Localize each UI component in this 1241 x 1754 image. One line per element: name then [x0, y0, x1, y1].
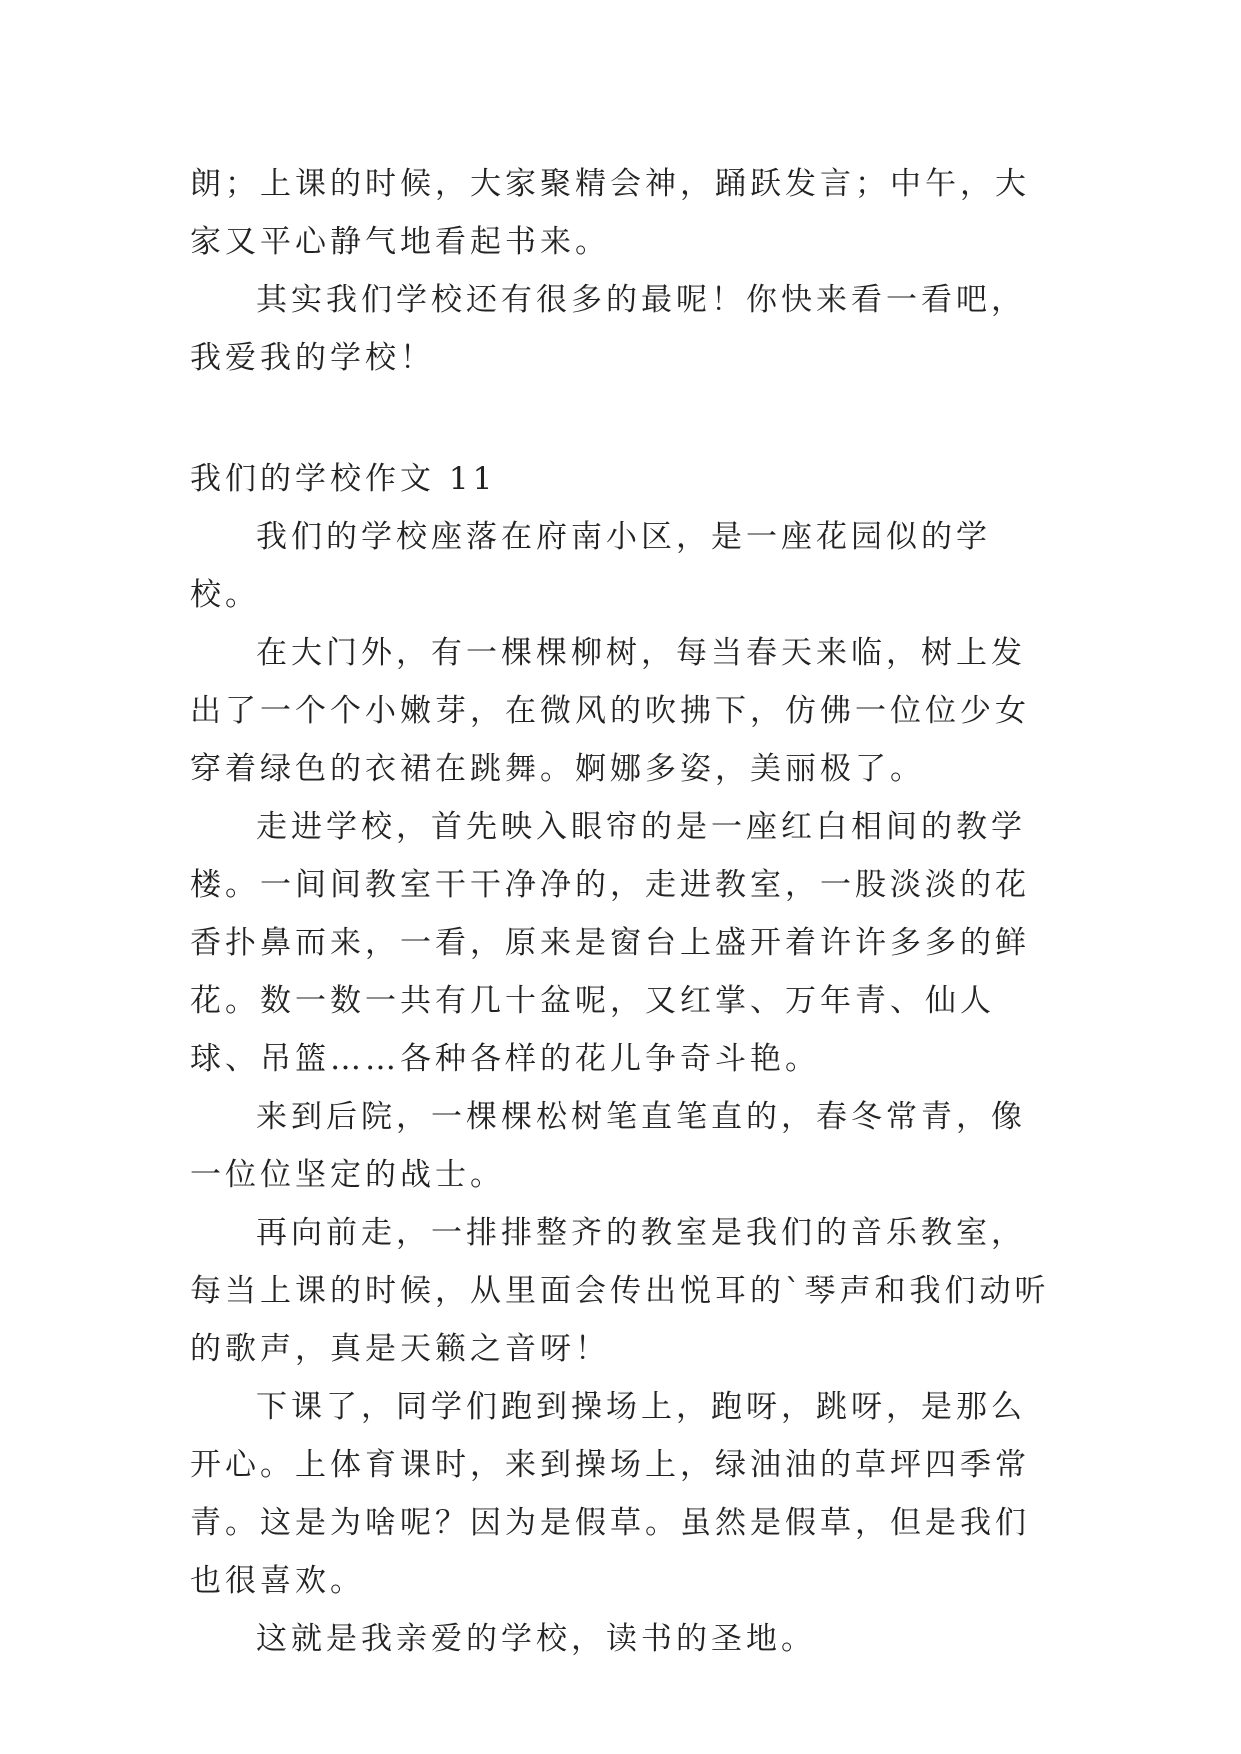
- paragraph: 下课了，同学们跑到操场上，跑呀，跳呀，是那么开心。上体育课时，来到操场上，绿油油的草坪四季常青。这是为啥呢？因为是假草。虽然是假草，但是我们也很喜欢。: [190, 1389, 1030, 1599]
- paragraph: 来到后院，一棵棵松树笔直笔直的，春冬常青，像一位位坚定的战士。: [190, 1099, 1026, 1193]
- paragraph: 再向前走，一排排整齐的教室是我们的音乐教室，每当上课的时候，从里面会传出悦耳的`琴声和我们动听的歌声，真是天籁之音呀！: [190, 1215, 1050, 1367]
- paragraph: 走进学校，首先映入眼帘的是一座红白相间的教学楼。一间间教室干干净净的，走进教室，一股淡淡的花香扑鼻而来，一看，原来是窗台上盛开着许许多多的鲜花。数一数一共有几十盆呢，又红掌、万年青、仙人球、吊篮……各种各样的花儿争奇斗艳。: [190, 809, 1030, 1077]
- essay-section: [190, 450, 1060, 1668]
- continued-paragraph: 朗；上课的时候，大家聚精会神，踊跃发言；中午，大家又平心静气地看起书来。: [190, 166, 1030, 260]
- paragraph: 其实我们学校还有很多的最呢！你快来看一看吧，我爱我的学校！: [190, 282, 1026, 376]
- paragraph: 这就是我亲爱的学校，读书的圣地。: [256, 1621, 816, 1657]
- previous-essay-ending: [190, 155, 1060, 387]
- paragraph: 我们的学校座落在府南小区，是一座花园似的学校。: [190, 519, 991, 613]
- paragraph: 在大门外，有一棵棵柳树，每当春天来临，树上发出了一个个小嫩芽，在微风的吹拂下，仿佛一位位少女穿着绿色的衣裙在跳舞。婀娜多姿，美丽极了。: [190, 635, 1030, 787]
- essay-title: 我们的学校作文 11: [190, 461, 497, 497]
